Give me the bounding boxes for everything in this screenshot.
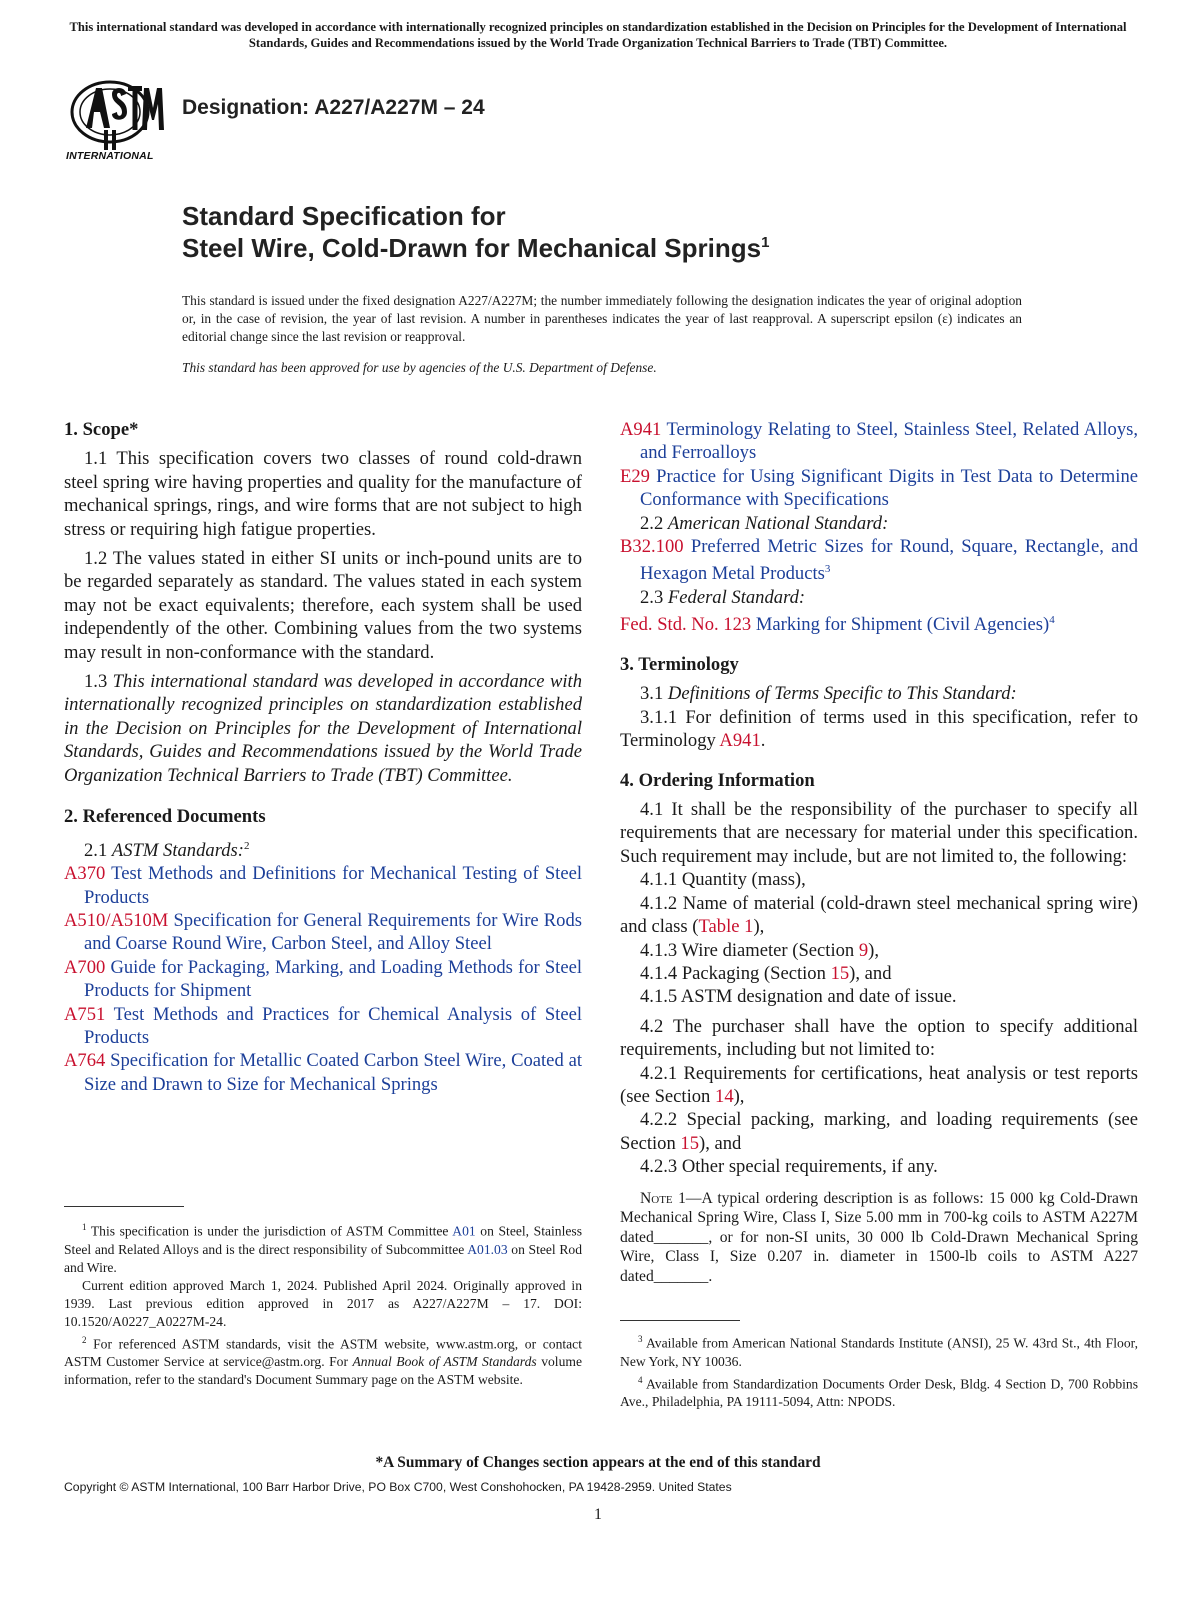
item-4-2-2 xyxy=(620,1108,1138,1155)
reference-title: Test Methods and Practices for Chemical Analysis of Steel Products xyxy=(84,1003,583,1048)
edition-note: Current edition approved March 1, 2024. Published April 2024. Originally approved in 1939. Last previous edition approved in 2017 as A227/A227M – 17. DOI: 10.1520/A0227_A0227M-24. xyxy=(64,1277,582,1329)
item-4-2-2-end: ), and xyxy=(699,1132,742,1154)
link-a941[interactable]: A941 xyxy=(719,730,761,752)
right-column xyxy=(620,418,1138,1287)
para-3-1-1-text: 3.1.1 For definition of terms used in this specification, refer to Terminology xyxy=(620,706,1138,752)
page-number: 1 xyxy=(594,1506,602,1523)
reference-code: A941 xyxy=(620,419,662,440)
item-4-1-1: 4.1.1 Quantity (mass), xyxy=(640,869,806,891)
referenced-heading: 2. Referenced Documents xyxy=(64,806,266,828)
para-4-1: 4.1 It shall be the responsibility of the purchaser to specify all requirements that are necessary for material under this specification. Such requirement may include, but are not limited to, the following: xyxy=(620,799,1138,867)
footnote-3-mark: 3 xyxy=(638,1334,643,1344)
reference-code: B32.100 xyxy=(620,536,684,558)
item-4-2-1-text: 4.2.1 Requirements for certifications, heat analysis or test reports (see Section xyxy=(620,1062,1138,1107)
para-2-2-number: 2.2 xyxy=(640,512,664,534)
ans-label: American National Standard: xyxy=(667,512,889,534)
reference-code: A751 xyxy=(64,1003,106,1025)
para-1-3 xyxy=(64,670,582,787)
reference-a764[interactable] xyxy=(64,1049,582,1096)
para-1-1: 1.1 This specification covers two classes of round cold-drawn steel spring wire having properties and quality for the manufacture of mechanical springs, rings, and wire forms that are not subject to high stress or requiring high fatigue properties. xyxy=(64,448,582,540)
para-1-2: 1.2 The values stated in either SI units or inch-pound units are to be regarded separately as standard. The values stated in each system may not be exact equivalents; therefore, each system shall be used independently of the other. Combining values from the two systems may result in non-conformance with the standard. xyxy=(64,548,582,663)
astm-logo xyxy=(64,70,172,166)
item-4-2-1 xyxy=(620,1062,1138,1109)
reference-code: A510/A510M xyxy=(64,909,169,931)
footnote-2-text-b: volume information, refer to the standard's Document Summary page on the ASTM website. xyxy=(64,1354,582,1388)
reference-a700[interactable] xyxy=(64,956,582,1003)
item-4-1-2-end: ), xyxy=(753,916,765,938)
footnote-1 xyxy=(64,1218,582,1277)
para-3-1 xyxy=(620,682,1138,705)
para-2-1-number: 2.1 xyxy=(84,839,108,861)
footnote-mark-2: 2 xyxy=(243,839,250,852)
reference-title: Terminology Relating to Steel, Stainless Steel, Related Alloys, and Ferroalloys xyxy=(640,419,1138,464)
dod-approval: This standard has been approved for use by agencies of the U.S. Department of Defense. xyxy=(182,360,657,375)
summary-of-changes-note: *A Summary of Changes section appears at the end of this standard xyxy=(375,1454,821,1471)
reference-e29[interactable] xyxy=(620,465,1138,512)
para-2-3 xyxy=(620,586,1138,609)
astm-reference-list xyxy=(64,862,582,1096)
item-4-2-1-end: ), xyxy=(733,1085,745,1107)
preamble: This standard is issued under the fixed designation A227/A227M; the number immediately following the designation indicates the year of original adoption or, in the case of revision, the year of last revision. A number in parentheses indicates the year of last reapproval. A superscript epsilon (ε) indicates an editorial change since the last revision or reapproval. xyxy=(182,293,1022,345)
footnote-2-text-a: For referenced ASTM standards, visit the ASTM website, www.astm.org, or contact ASTM Customer Service at service@astm.org. For xyxy=(64,1336,582,1370)
para-2-3-number: 2.3 xyxy=(640,587,664,609)
scope-heading: 1. Scope* xyxy=(64,419,139,440)
footnote-2-italic: Annual Book of ASTM Standards xyxy=(352,1354,537,1370)
item-4-2-2-text: 4.2.2 Special packing, marking, and loading requirements (see Section xyxy=(620,1109,1138,1154)
reference-code: A764 xyxy=(64,1050,106,1072)
reference-b32-100[interactable] xyxy=(620,535,1138,586)
para-2-1 xyxy=(64,835,582,863)
link-section-15[interactable]: 15 xyxy=(830,962,850,984)
para-1-3-number: 1.3 xyxy=(84,671,108,693)
reference-a370[interactable] xyxy=(64,862,582,909)
reference-title: Specification for Metallic Coated Carbon Steel Wire, Coated at Size and Drawn to Size for Mechanical Springs xyxy=(84,1050,582,1095)
logo-text: INTERNATIONAL xyxy=(66,150,154,162)
footnotes-left xyxy=(64,1218,582,1389)
reference-title: Marking for Shipment (Civil Agencies) xyxy=(755,614,1050,636)
title-footnote-mark: 1 xyxy=(761,234,770,251)
reference-a510-a510m[interactable] xyxy=(64,909,582,956)
item-4-1-4 xyxy=(620,962,1138,985)
link-section-9[interactable]: 9 xyxy=(858,939,869,961)
title-line-2 xyxy=(182,232,769,264)
footnote-3 xyxy=(620,1330,1138,1371)
footnote-rule-right xyxy=(620,1320,740,1321)
footnote-1-text-c: on Steel Rod and Wire. xyxy=(64,1241,582,1275)
reference-title: Test Methods and Definitions for Mechanical Testing of Steel Products xyxy=(84,863,583,908)
footnote-4-text: Available from Standardization Documents Order Desk, Bldg. 4 Section D, 700 Robbins Ave., Philadelphia, PA 19111-5094, Attn: NPODS. xyxy=(620,1376,1138,1410)
footnote-1-text-b: on Steel, Stainless Steel and Related Alloys and is the direct responsibility of Subcommittee xyxy=(64,1223,582,1257)
note-1-label: Note 1 xyxy=(640,1189,686,1207)
item-4-1-3-text: 4.1.3 Wire diameter (Section xyxy=(640,939,859,961)
para-1-3-text: This international standard was developed in accordance with internationally recognized principles on standardization established in the Decision on Principles for the Development of International Standards, Guides and Recommendations issued by the World Trade Organization Technical Barriers to Trade (TBT) Committee. xyxy=(64,671,582,786)
item-4-1-5: 4.1.5 ASTM designation and date of issue. xyxy=(640,986,957,1008)
para-3-1-1-end: . xyxy=(760,730,766,752)
reference-code: A370 xyxy=(64,863,106,885)
reference-code: E29 xyxy=(620,465,650,487)
item-4-1-4-text: 4.1.4 Packaging (Section xyxy=(640,962,831,984)
reference-title: Practice for Using Significant Digits in Test Data to Determine Conformance with Specifications xyxy=(640,465,1138,511)
para-3-1-text: Definitions of Terms Specific to This Standard: xyxy=(667,683,1017,705)
title-text: Steel Wire, Cold-Drawn for Mechanical Springs xyxy=(182,233,762,263)
terminology-heading: 3. Terminology xyxy=(620,654,739,676)
note-1 xyxy=(620,1189,1138,1287)
para-3-1-1 xyxy=(620,706,1138,753)
item-4-1-3 xyxy=(620,939,1138,962)
fed-label: Federal Standard: xyxy=(667,587,806,609)
reference-title: Preferred Metric Sizes for Round, Square, Rectangle, and Hexagon Metal Products xyxy=(640,536,1138,585)
reference-title: Guide for Packaging, Marking, and Loading Methods for Steel Products for Shipment xyxy=(84,956,583,1002)
ordering-heading: 4. Ordering Information xyxy=(620,769,815,791)
top-note: This international standard was developed in accordance with internationally recognized principles on standardization established in the Decision on Principles for the Development of International Standards, Guides and Recommendations issued by the World Trade Organization Technical Barriers to Trade (TBT) Committee. xyxy=(69,20,1127,50)
item-4-1-2-text: 4.1.2 Name of material (cold-drawn steel mechanical spring wire) and class ( xyxy=(620,892,1138,938)
footnote-1-mark: 1 xyxy=(82,1222,87,1232)
note-1-text: —A typical ordering description is as follows: 15 000 kg Cold-Drawn Mechanical Spring Wire, Class I, Size 5.00 mm in 700-kg coils to ASTM A227M dated_______, or for non-SI units, 30 000 lb Cold-Drawn Mechanical Spring Wire, Class I, Size 0.207 in. diameter in 1500-lb coils to ASTM A227 dated_______. xyxy=(620,1189,1138,1285)
footnote-4-mark: 4 xyxy=(638,1374,643,1385)
document-title xyxy=(182,200,769,264)
footnotes-right xyxy=(620,1330,1138,1411)
footnote-rule-left xyxy=(64,1206,184,1207)
footnote-mark-4: 4 xyxy=(1049,614,1055,627)
para-3-1-number: 3.1 xyxy=(640,683,664,705)
link-a01-03[interactable]: A01.03 xyxy=(467,1241,508,1257)
left-column xyxy=(64,418,582,1096)
title-line-1: Standard Specification for xyxy=(182,201,506,231)
link-table-1[interactable]: Table 1 xyxy=(698,916,754,938)
link-a01[interactable]: A01 xyxy=(452,1223,476,1239)
designation: Designation: A227/A227M – 24 xyxy=(182,96,485,119)
reference-a941[interactable] xyxy=(620,418,1138,465)
footnote-2-mark: 2 xyxy=(82,1334,87,1345)
footnote-3-text: Available from American National Standards Institute (ANSI), 25 W. 43rd St., 4th Floor, New York, NY 10036. xyxy=(620,1335,1138,1369)
item-4-1-4-end: ), and xyxy=(849,962,892,984)
para-2-2 xyxy=(620,512,1138,535)
link-section-14[interactable]: 14 xyxy=(715,1085,734,1107)
reference-a751[interactable] xyxy=(64,1003,582,1050)
footnote-4 xyxy=(620,1371,1138,1412)
footnote-2 xyxy=(64,1331,582,1390)
astm-standards-label: ASTM Standards: xyxy=(111,839,244,861)
item-4-1-3-end: ), xyxy=(868,939,880,961)
copyright: Copyright © ASTM International, 100 Barr Harbor Drive, PO Box C700, West Conshohocken, PA 19428-2959. United States xyxy=(64,1480,732,1494)
reference-code: Fed. Std. No. 123 xyxy=(620,614,752,636)
reference-title: Specification for General Requirements for Wire Rods and Coarse Round Wire, Carbon Steel, and Alloy Steel xyxy=(84,909,582,955)
item-4-1-2 xyxy=(620,892,1138,939)
item-4-2-3: 4.2.3 Other special requirements, if any. xyxy=(640,1156,938,1178)
para-4-2: 4.2 The purchaser shall have the option to specify additional requirements, including but not limited to: xyxy=(620,1015,1138,1061)
reference-code: A700 xyxy=(64,956,106,978)
footnote-mark-3: 3 xyxy=(824,563,831,576)
footnote-1-text-a: This specification is under the jurisdiction of ASTM Committee xyxy=(90,1223,453,1239)
reference-fed-std-123[interactable] xyxy=(620,609,1138,637)
link-section-15[interactable]: 15 xyxy=(680,1132,700,1154)
astm-reference-list-continued xyxy=(620,418,1138,512)
